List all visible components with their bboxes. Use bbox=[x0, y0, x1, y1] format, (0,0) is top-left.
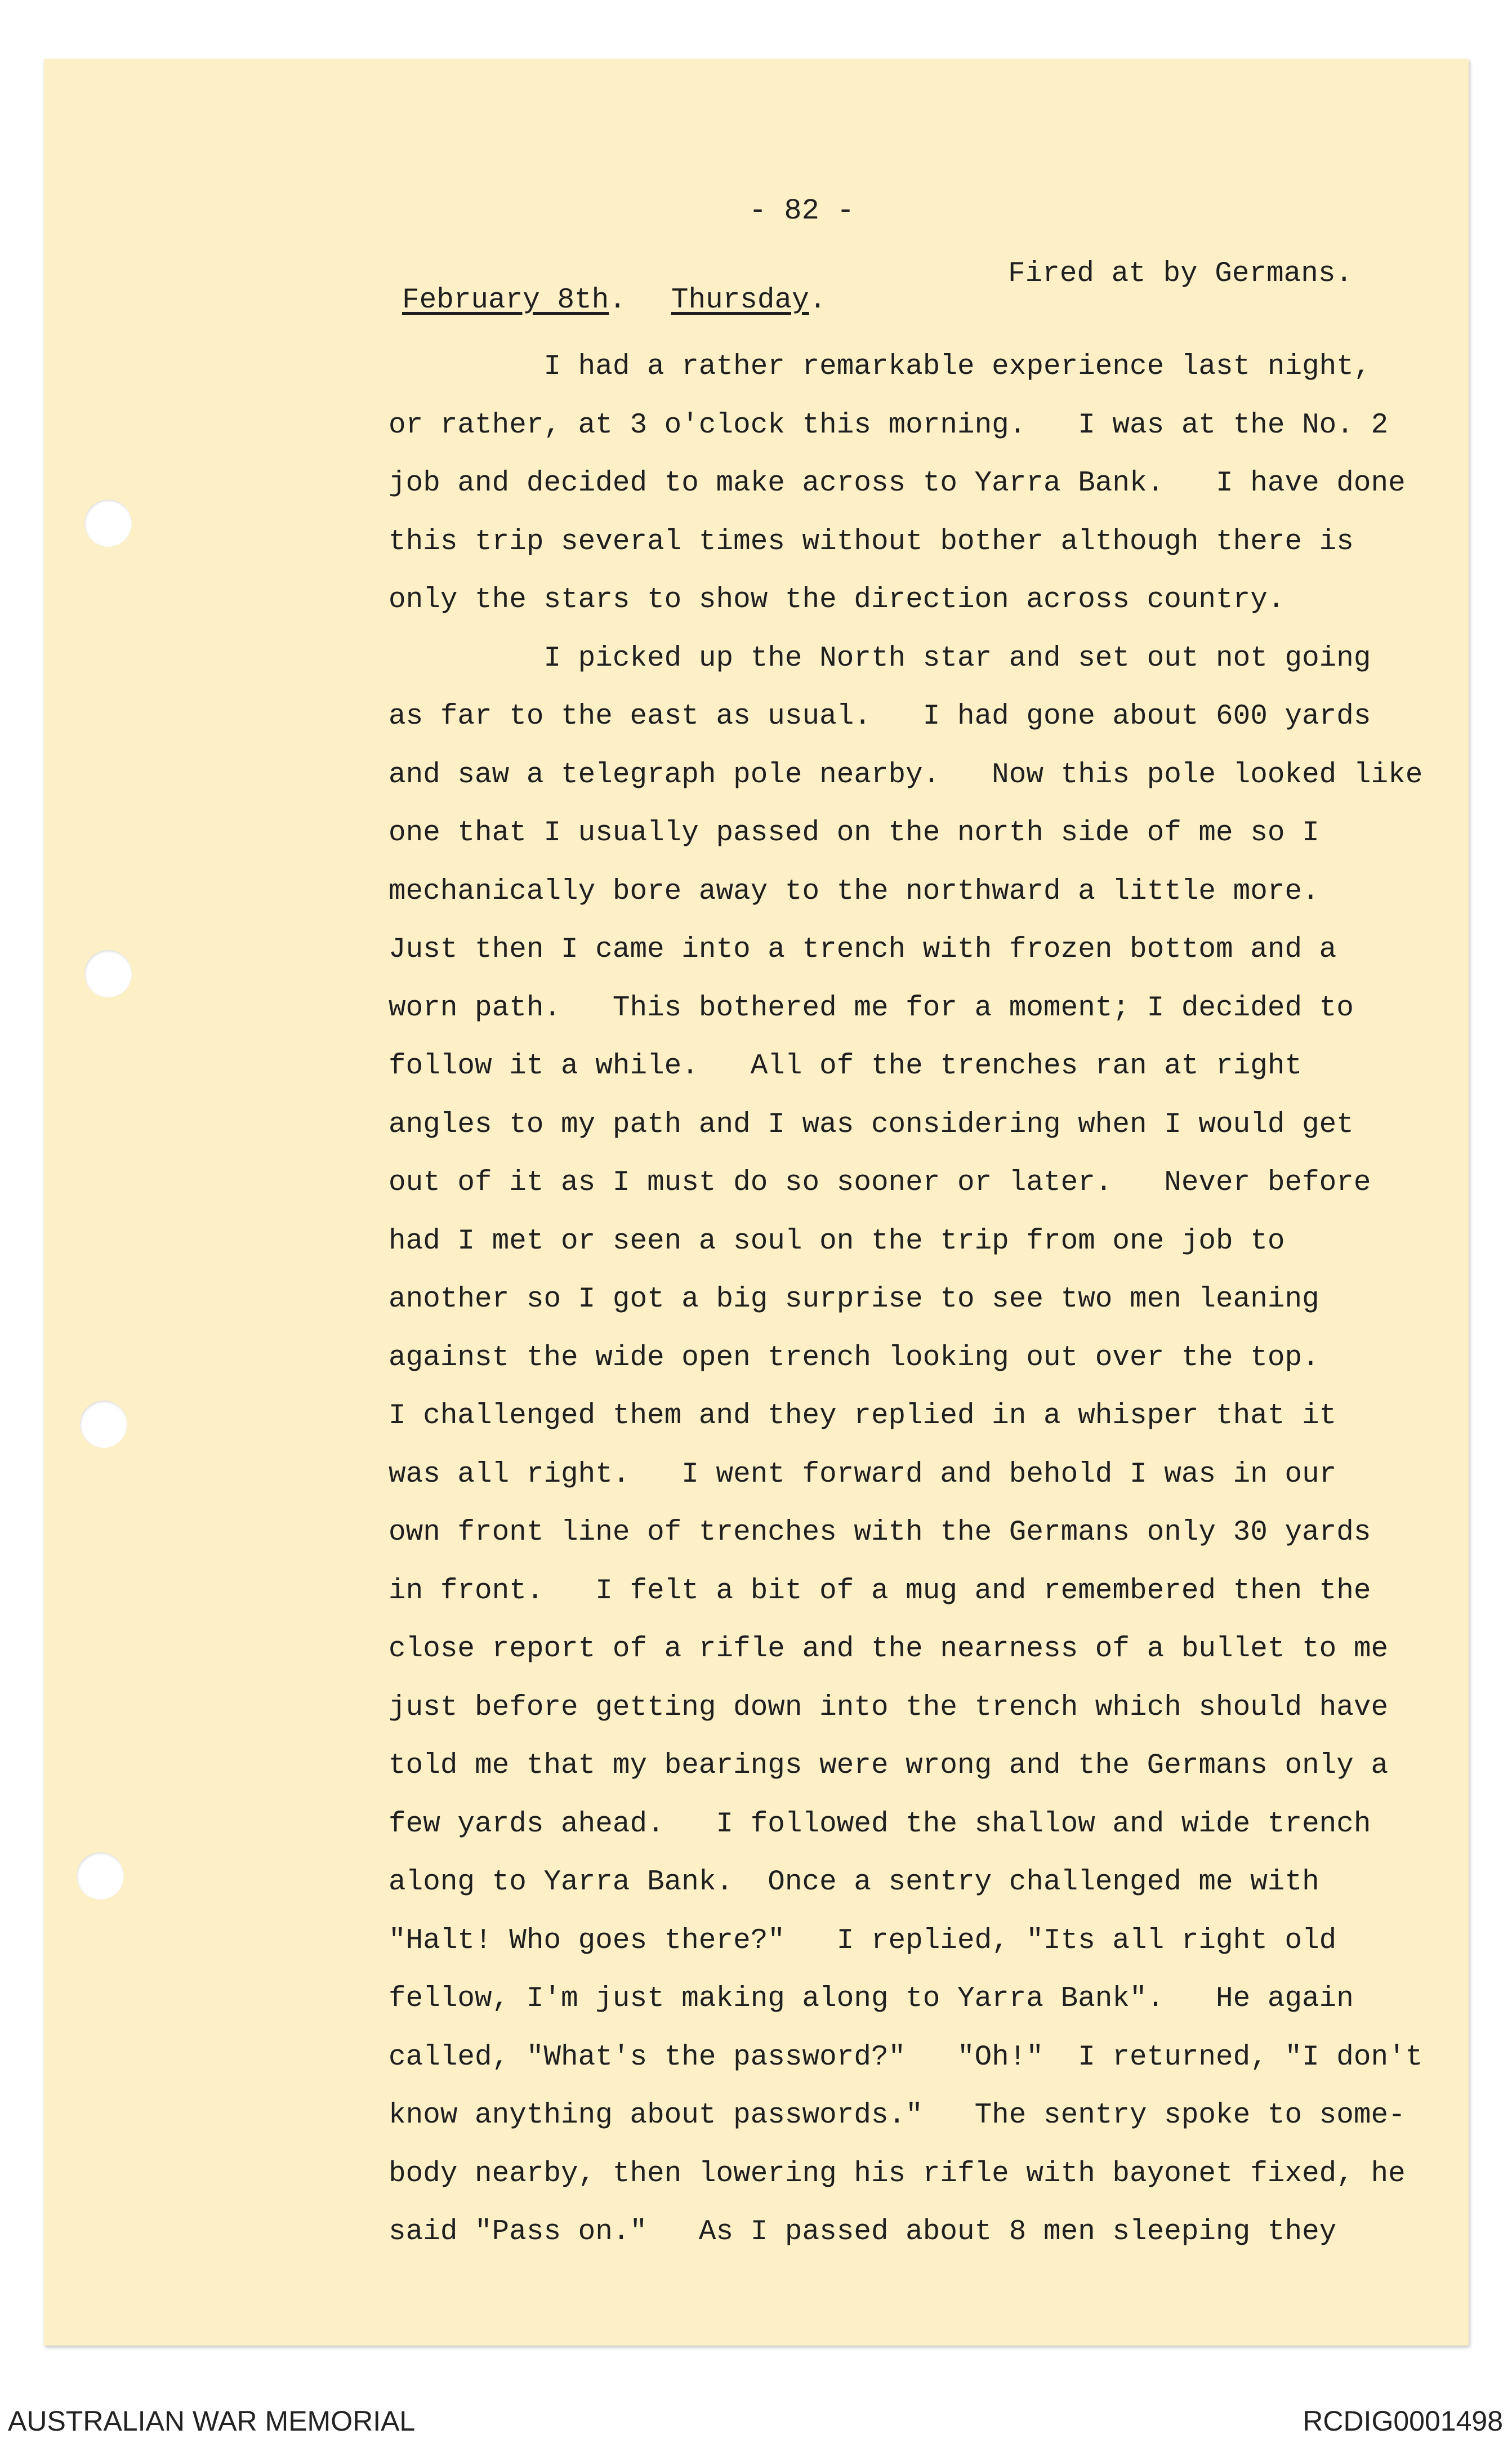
text-line: few yards ahead. I followed the shallow and wide trench bbox=[389, 1808, 1371, 1840]
text-line: and saw a telegraph pole nearby. Now this pole looked like bbox=[389, 759, 1423, 791]
date-heading bbox=[402, 284, 826, 316]
header-note: Fired at by Germans. bbox=[1008, 258, 1353, 290]
text-line: as far to the east as usual. I had gone about 600 yards bbox=[389, 701, 1371, 733]
archive-credit: AUSTRALIAN WAR MEMORIAL bbox=[8, 2405, 416, 2437]
body-text bbox=[389, 338, 1470, 2262]
text-line: close report of a rifle and the nearness of a bullet to me bbox=[389, 1633, 1389, 1665]
text-line: know anything about passwords." The sentry spoke to some- bbox=[389, 2099, 1406, 2132]
text-line: body nearby, then lowering his rifle with bayonet fixed, he bbox=[389, 2157, 1406, 2190]
binder-hole-1 bbox=[84, 500, 132, 547]
text-line: or rather, at 3 o'clock this morning. I was at the No. 2 bbox=[389, 409, 1389, 442]
binder-hole-4 bbox=[77, 1852, 124, 1900]
text-line: only the stars to show the direction across country. bbox=[389, 584, 1285, 616]
text-line: in front. I felt a bit of a mug and remembered then the bbox=[389, 1575, 1371, 1607]
text-line: job and decided to make across to Yarra Bank. I have done bbox=[389, 467, 1406, 500]
text-line: said "Pass on." As I passed about 8 men sleeping they bbox=[389, 2216, 1337, 2248]
binder-hole-3 bbox=[80, 1401, 127, 1448]
text-line: just before getting down into the trench which should have bbox=[389, 1691, 1389, 1724]
text-line: one that I usually passed on the north side of me so I bbox=[389, 817, 1319, 849]
date-end: . bbox=[809, 284, 827, 316]
text-line: was all right. I went forward and behold I was in our bbox=[389, 1458, 1337, 1491]
text-line: follow it a while. All of the trenches ran at right bbox=[389, 1050, 1303, 1082]
text-line: I challenged them and they replied in a whisper that it bbox=[389, 1400, 1337, 1432]
text-line: against the wide open trench looking out over the top. bbox=[389, 1341, 1319, 1374]
text-line: had I met or seen a soul on the trip from one job to bbox=[389, 1225, 1285, 1258]
binder-hole-2 bbox=[84, 950, 132, 997]
text-line: out of it as I must do so sooner or later. Never before bbox=[389, 1167, 1371, 1199]
text-line: own front line of trenches with the Germans only 30 yards bbox=[389, 1517, 1371, 1549]
text-line: along to Yarra Bank. Once a sentry challenged me with bbox=[389, 1866, 1319, 1898]
text-line: mechanically bore away to the northward a little more. bbox=[389, 875, 1319, 908]
text-line: Just then I came into a trench with frozen bottom and a bbox=[389, 934, 1337, 966]
text-line: another so I got a big surprise to see two men leaning bbox=[389, 1283, 1319, 1316]
record-id: RCDIG0001498 bbox=[1303, 2405, 1503, 2437]
text-line: I had a rather remarkable experience last night, bbox=[389, 351, 1371, 383]
page-number: - 82 - bbox=[749, 194, 855, 228]
text-line: I picked up the North star and set out not going bbox=[389, 642, 1371, 675]
text-line: fellow, I'm just making along to Yarra Bank". He again bbox=[389, 1983, 1354, 2015]
text-line: told me that my bearings were wrong and the Germans only a bbox=[389, 1750, 1389, 1782]
date-separator: . bbox=[609, 284, 626, 316]
date-day: February 8th bbox=[402, 284, 609, 316]
text-line: worn path. This bothered me for a moment; I decided to bbox=[389, 992, 1354, 1024]
text-line: angles to my path and I was considering when I would get bbox=[389, 1108, 1354, 1141]
text-line: "Halt! Who goes there?" I replied, "Its all right old bbox=[389, 1924, 1337, 1957]
date-weekday: Thursday bbox=[671, 284, 809, 316]
text-line: this trip several times without bother although there is bbox=[389, 525, 1354, 558]
text-line: called, "What's the password?" "Oh!" I returned, "I don't bbox=[389, 2041, 1423, 2074]
